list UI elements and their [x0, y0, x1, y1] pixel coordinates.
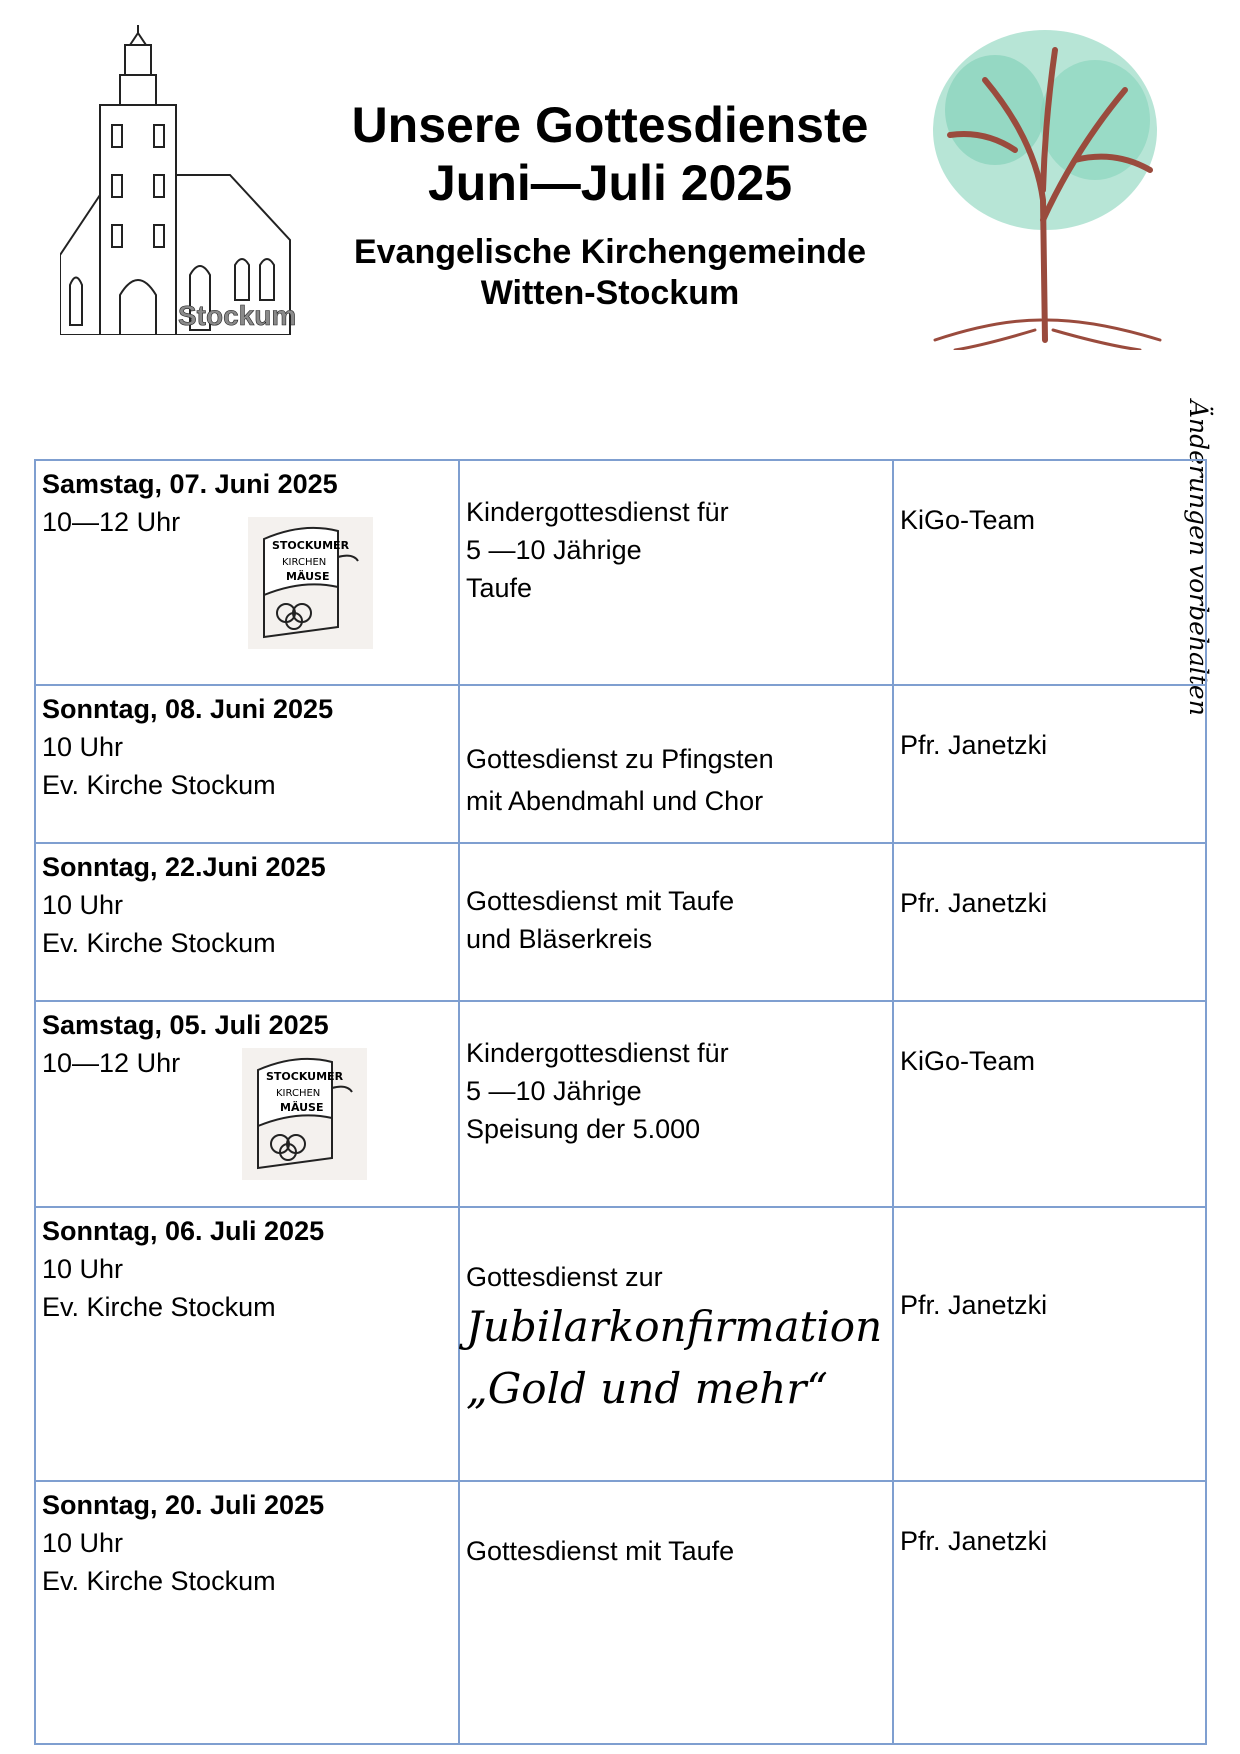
leader-cell [893, 1001, 1206, 1207]
date-cell [35, 1001, 459, 1207]
service-place: Ev. Kirche Stockum [42, 1566, 276, 1596]
date-cell [35, 460, 459, 685]
service-desc-line: Gottesdienst zu Pfingsten [466, 744, 774, 774]
date-cell [35, 1481, 459, 1744]
table-row [35, 1481, 1206, 1744]
parish-name: Evangelische Kirchengemeinde [353, 233, 867, 271]
header [300, 95, 920, 313]
table-row [35, 1001, 1206, 1207]
service-place: Ev. Kirche Stockum [42, 1292, 276, 1322]
description-cell [459, 1207, 893, 1481]
service-leader: KiGo-Team [900, 1046, 1036, 1076]
church-logo [60, 25, 320, 335]
service-place: Ev. Kirche Stockum [42, 928, 276, 958]
service-time: 10 Uhr [42, 732, 124, 762]
service-leader: Pfr. Janetzki [900, 1526, 1048, 1556]
page-title-period: Juni—Juli 2025 [427, 155, 793, 211]
service-desc-line: und Bläserkreis [466, 924, 653, 954]
service-desc-line: Kindergottesdienst für [466, 1038, 729, 1068]
leader-cell [893, 685, 1206, 843]
service-time: 10—12 Uhr [42, 1048, 181, 1078]
service-desc-line: Gottesdienst mit Taufe [466, 1536, 735, 1566]
mouse-logo-line2: KIRCHEN [276, 1088, 321, 1099]
service-time: 10 Uhr [42, 1254, 124, 1284]
table-row [35, 1207, 1206, 1481]
service-date: Sonntag, 20. Juli 2025 [42, 1490, 325, 1520]
leader-cell [893, 843, 1206, 1001]
service-desc-line: 5 —10 Jährige [466, 535, 642, 565]
mouse-logo-line2: KIRCHEN [282, 557, 327, 568]
mouse-logo-line1: STOCKUMER [266, 1070, 344, 1083]
table-row [35, 843, 1206, 1001]
description-cell [459, 460, 893, 685]
description-cell [459, 685, 893, 843]
date-cell [35, 843, 459, 1001]
service-place: Ev. Kirche Stockum [42, 770, 276, 800]
leader-cell [893, 1481, 1206, 1744]
leader-cell [893, 1207, 1206, 1481]
service-desc-line: mit Abendmahl und Chor [466, 786, 764, 816]
service-desc-line: Taufe [466, 573, 533, 603]
date-cell [35, 1207, 459, 1481]
service-leader: KiGo-Team [900, 505, 1036, 535]
date-cell [35, 685, 459, 843]
description-cell [459, 843, 893, 1001]
service-desc-script: „Gold und mehr“ [466, 1364, 828, 1413]
mouse-logo-line1: STOCKUMER [272, 539, 350, 552]
mouse-logo-line3: MÄUSE [286, 570, 330, 583]
changes-reserved-text: Änderungen vorbehalten [1184, 400, 1213, 716]
service-schedule-table [34, 459, 1207, 1745]
mouse-logo-line3: MÄUSE [280, 1101, 324, 1114]
parish-location: Witten-Stockum [480, 274, 740, 312]
table-row [35, 685, 1206, 843]
service-desc-line: Gottesdienst zur [466, 1262, 663, 1292]
kirchenmaeuse-logo [242, 1048, 367, 1180]
church-logo-caption: Stockum [178, 300, 297, 331]
service-date: Samstag, 07. Juni 2025 [42, 469, 338, 499]
service-date: Sonntag, 22.Juni 2025 [42, 852, 326, 882]
service-time: 10—12 Uhr [42, 507, 181, 537]
service-leader: Pfr. Janetzki [900, 888, 1048, 918]
description-cell [459, 1001, 893, 1207]
kirchenmaeuse-logo [248, 517, 373, 649]
service-desc-script: Jubilarkonfirmation [466, 1302, 883, 1351]
service-date: Sonntag, 08. Juni 2025 [42, 694, 334, 724]
service-desc-line: Gottesdienst mit Taufe [466, 886, 735, 916]
service-leader: Pfr. Janetzki [900, 730, 1048, 760]
service-time: 10 Uhr [42, 1528, 124, 1558]
service-desc-line: Speisung der 5.000 [466, 1114, 701, 1144]
leader-cell [893, 460, 1206, 685]
service-leader: Pfr. Janetzki [900, 1290, 1048, 1320]
description-cell [459, 1481, 893, 1744]
page-title: Unsere Gottesdienste [351, 97, 869, 153]
service-date: Sonntag, 06. Juli 2025 [42, 1216, 325, 1246]
service-desc-line: Kindergottesdienst für [466, 497, 729, 527]
service-time: 10 Uhr [42, 890, 124, 920]
table-row [35, 460, 1206, 685]
tree-illustration [925, 20, 1165, 350]
service-date: Samstag, 05. Juli 2025 [42, 1010, 329, 1040]
service-desc-line: 5 —10 Jährige [466, 1076, 642, 1106]
